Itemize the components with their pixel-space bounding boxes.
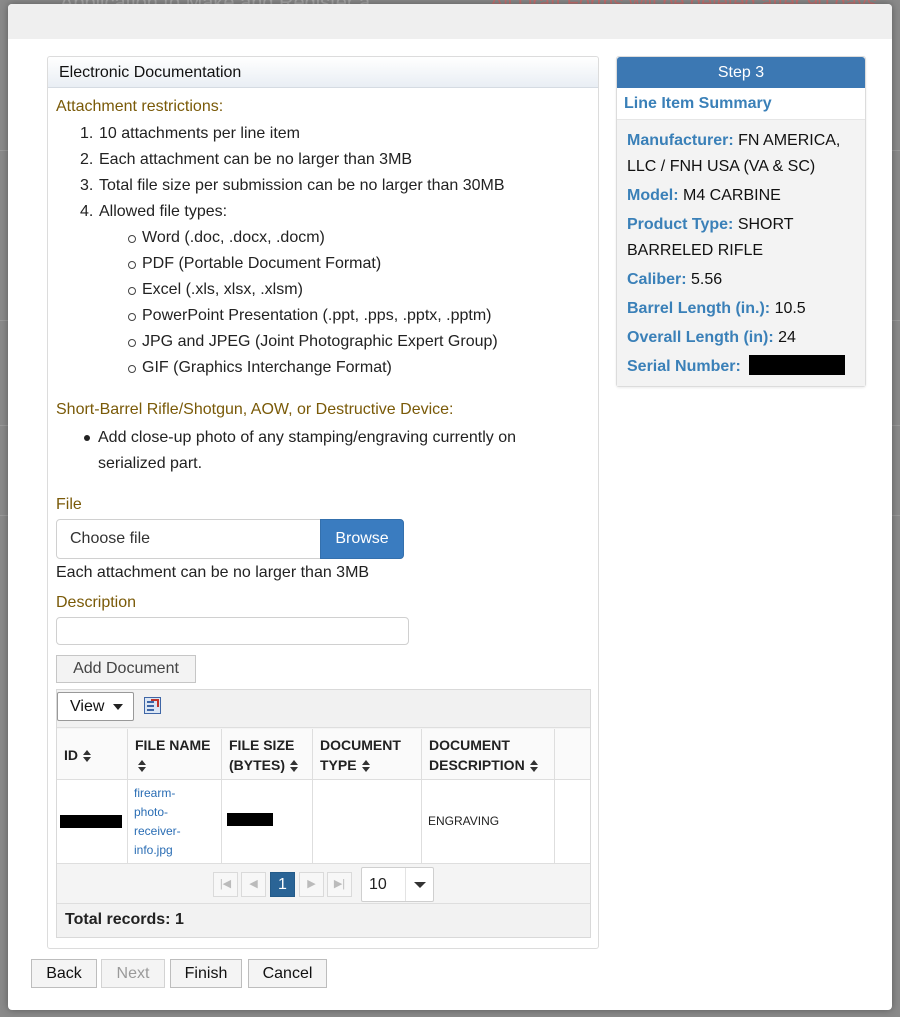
column-header-actions bbox=[555, 729, 590, 780]
next-page-icon[interactable]: ▶ bbox=[299, 872, 324, 897]
sbr-label: Short-Barrel Rifle/Shotgun, AOW, or Destructive Device: bbox=[56, 401, 454, 418]
summary-field: Barrel Length (in.): 10.5 bbox=[627, 300, 806, 317]
column-header-document-description[interactable]: DOCUMENT DESCRIPTION bbox=[422, 729, 555, 780]
cell-document-type bbox=[313, 780, 422, 864]
column-header-file-size[interactable]: FILE SIZE (BYTES) bbox=[222, 729, 313, 780]
add-document-button[interactable]: Add Document bbox=[56, 655, 196, 683]
first-page-icon[interactable]: |◀ bbox=[213, 872, 238, 897]
sort-icon bbox=[362, 760, 370, 772]
cell-actions bbox=[555, 780, 590, 864]
attachment-restrictions-label: Attachment restrictions: bbox=[56, 98, 224, 115]
file-picker[interactable] bbox=[56, 519, 404, 559]
browse-button[interactable]: Browse bbox=[320, 519, 404, 559]
file-type-item: GIF (Graphics Interchange Format) bbox=[128, 355, 498, 381]
file-types-list bbox=[128, 225, 498, 381]
restriction-item: 1. 10 attachments per line item bbox=[80, 125, 300, 142]
column-header-id[interactable]: ID bbox=[57, 729, 128, 780]
attachment-dialog bbox=[8, 4, 892, 1010]
step-header: Step 3 bbox=[617, 57, 865, 88]
step-panel bbox=[616, 56, 866, 387]
cell-document-description: ENGRAVING bbox=[422, 780, 555, 864]
line-item-summary-title: Line Item Summary bbox=[624, 95, 772, 112]
description-input[interactable] bbox=[56, 617, 409, 645]
sort-icon bbox=[530, 760, 538, 772]
electronic-documentation-panel bbox=[47, 56, 599, 949]
chevron-down-icon bbox=[405, 868, 433, 901]
sort-icon bbox=[290, 760, 298, 772]
cell-file-size bbox=[222, 780, 313, 864]
view-menu-button[interactable] bbox=[57, 692, 134, 721]
cell-file-name bbox=[128, 780, 222, 864]
file-type-item: Excel (.xls, xlsx, .xlsm) bbox=[128, 277, 498, 303]
redacted-serial-number bbox=[749, 355, 845, 375]
redacted-id bbox=[60, 815, 122, 828]
restriction-item: 3. Total file size per submission can be no larger than 30MB bbox=[80, 177, 505, 194]
line-item-summary bbox=[617, 119, 865, 386]
summary-field: Overall Length (in): 24 bbox=[627, 329, 796, 346]
dialog-header bbox=[8, 4, 892, 39]
next-button[interactable]: Next bbox=[101, 959, 165, 988]
file-type-item: JPG and JPEG (Joint Photographic Expert Group) bbox=[128, 329, 498, 355]
column-header-file-name[interactable]: FILE NAME bbox=[128, 729, 222, 780]
panel-title: Electronic Documentation bbox=[48, 57, 598, 88]
summary-field: Product Type: SHORT BARRELED RIFLE bbox=[627, 216, 794, 259]
file-type-item: Word (.doc, .docx, .docm) bbox=[128, 225, 498, 251]
sort-icon bbox=[138, 760, 146, 772]
cancel-button[interactable]: Cancel bbox=[248, 959, 327, 988]
restriction-item: 4. Allowed file types: bbox=[80, 203, 228, 220]
total-records: Total records: 1 bbox=[57, 904, 590, 937]
file-size-hint: Each attachment can be no larger than 3MB bbox=[56, 564, 370, 581]
file-name-link[interactable]: firearm-photo-receiver-info.jpg bbox=[134, 786, 181, 857]
grid-toolbar bbox=[57, 690, 590, 728]
restrictions-list bbox=[80, 121, 505, 225]
export-excel-icon[interactable] bbox=[144, 697, 161, 714]
file-label: File bbox=[56, 496, 82, 513]
sort-icon bbox=[83, 750, 91, 762]
documents-grid bbox=[56, 689, 591, 938]
prev-page-icon[interactable]: ◀ bbox=[241, 872, 266, 897]
description-label: Description bbox=[56, 594, 137, 611]
summary-field: Serial Number: bbox=[627, 354, 857, 380]
view-label: View bbox=[70, 698, 105, 715]
summary-field: Manufacturer: FN AMERICA, LLC / FNH USA (VA & SC) bbox=[627, 132, 841, 175]
sbr-note: Add close-up photo of any stamping/engraving currently on serialized part. bbox=[84, 425, 564, 477]
grid-pager bbox=[57, 864, 590, 904]
summary-field: Caliber: 5.56 bbox=[627, 271, 723, 288]
file-type-item: PowerPoint Presentation (.ppt, .pps, .pptx, .pptm) bbox=[128, 303, 498, 329]
page-number-button[interactable]: 1 bbox=[270, 872, 295, 897]
file-type-item: PDF (Portable Document Format) bbox=[128, 251, 498, 277]
back-button[interactable]: Back bbox=[31, 959, 97, 988]
restriction-item: 2. Each attachment can be no larger than 3MB bbox=[80, 151, 413, 168]
sbr-notes bbox=[84, 425, 564, 477]
summary-field: Model: M4 CARBINE bbox=[627, 187, 781, 204]
column-header-document-type[interactable]: DOCUMENT TYPE bbox=[313, 729, 422, 780]
last-page-icon[interactable]: ▶| bbox=[327, 872, 352, 897]
caret-down-icon bbox=[113, 704, 123, 710]
cell-id bbox=[57, 780, 128, 864]
page-size-select[interactable]: 10 bbox=[361, 867, 434, 902]
finish-button[interactable]: Finish bbox=[170, 959, 242, 988]
file-placeholder: Choose file bbox=[70, 530, 151, 547]
redacted-file-size bbox=[227, 813, 273, 826]
